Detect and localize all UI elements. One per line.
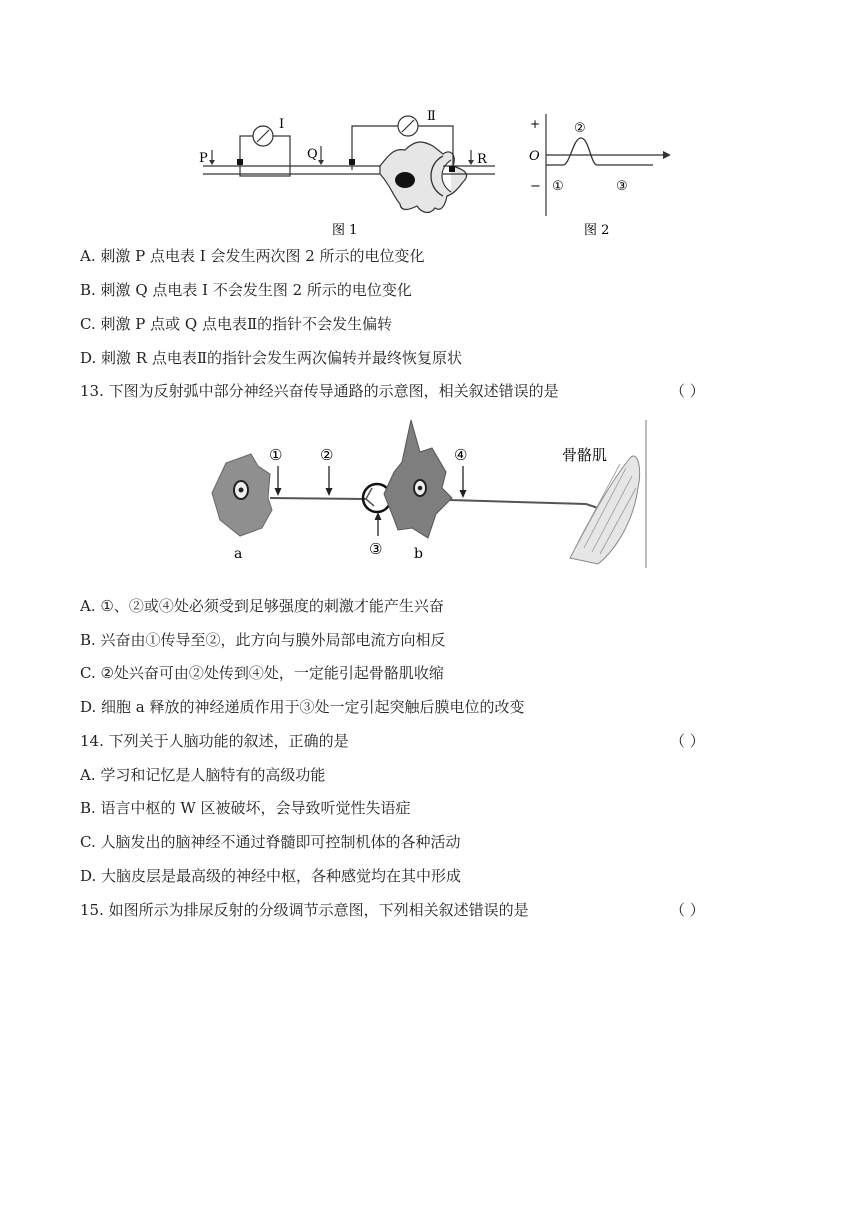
svg-text:图 1: 图 1	[332, 223, 358, 238]
q12-option-b: B. 刺激 Q 点电表 I 不会发生图 2 所示的电位变化	[80, 281, 412, 299]
q15-answer-blank: （ ）	[670, 901, 705, 919]
q13-option-a: A. ①、②或④处必须受到足够强度的刺激才能产生兴奋	[80, 597, 444, 615]
figure-2-potential-curve	[525, 108, 670, 240]
svg-text:a: a	[234, 546, 243, 562]
q12-option-a: A. 刺激 P 点电表 I 会发生两次图 2 所示的电位变化	[80, 247, 425, 265]
svg-text:④: ④	[454, 446, 468, 464]
q12-option-c: C. 刺激 P 点或 Q 点电表Ⅱ的指针不会发生偏转	[80, 315, 393, 333]
svg-text:Ⅰ: Ⅰ	[279, 117, 285, 132]
svg-text:②: ②	[320, 446, 334, 464]
svg-text:P: P	[199, 151, 208, 166]
svg-text:骨骼肌: 骨骼肌	[562, 446, 608, 464]
q13-option-d: D. 细胞 a 释放的神经递质作用于③处一定引起突触后膜电位的改变	[80, 698, 525, 716]
svg-text:b: b	[414, 546, 423, 562]
svg-text:③: ③	[369, 540, 383, 558]
svg-text:①: ①	[269, 446, 283, 464]
q14-answer-blank: （ ）	[670, 732, 705, 750]
svg-text:①: ①	[552, 179, 564, 194]
q13-stem: 13. 下图为反射弧中部分神经兴奋传导通路的示意图，相关叙述错误的是	[80, 382, 559, 400]
q14-option-b: B. 语言中枢的 W 区被破坏，会导致听觉性失语症	[80, 799, 411, 817]
potential-line	[546, 138, 653, 165]
svg-text:②: ②	[574, 121, 586, 136]
q14-option-d: D. 大脑皮层是最高级的神经中枢，各种感觉均在其中形成	[80, 867, 462, 885]
q14-stem: 14. 下列关于人脑功能的叙述，正确的是	[80, 732, 349, 750]
q13-option-b: B. 兴奋由①传导至②，此方向与膜外局部电流方向相反	[80, 631, 446, 649]
cell-b	[384, 420, 452, 538]
q12-option-d: D. 刺激 R 点电表Ⅱ的指针会发生两次偏转并最终恢复原状	[80, 349, 463, 367]
neuron-body	[380, 142, 467, 212]
figure-1-nerve-meters	[195, 108, 515, 240]
q13-reflex-arc-figure	[206, 418, 652, 568]
svg-text:O: O	[529, 149, 540, 164]
svg-text:Q: Q	[307, 147, 318, 162]
svg-text:Ⅱ: Ⅱ	[427, 109, 436, 124]
q14-option-a: A. 学习和记忆是人脑特有的高级功能	[80, 766, 326, 784]
svg-text:R: R	[477, 152, 487, 167]
svg-text:+: +	[530, 117, 541, 131]
svg-text:③: ③	[616, 179, 628, 194]
svg-text:−: −	[530, 179, 541, 194]
q13-option-c: C. ②处兴奋可由②处传到④处，一定能引起骨骼肌收缩	[80, 664, 444, 682]
q14-option-c: C. 人脑发出的脑神经不通过脊髓即可控制机体的各种活动	[80, 833, 461, 851]
svg-text:图 2: 图 2	[584, 223, 610, 238]
q15-stem: 15. 如图所示为排尿反射的分级调节示意图，下列相关叙述错误的是	[80, 901, 529, 919]
neuron-nucleus	[395, 172, 415, 188]
q13-answer-blank: （ ）	[670, 382, 705, 400]
skeletal-muscle	[570, 456, 640, 564]
